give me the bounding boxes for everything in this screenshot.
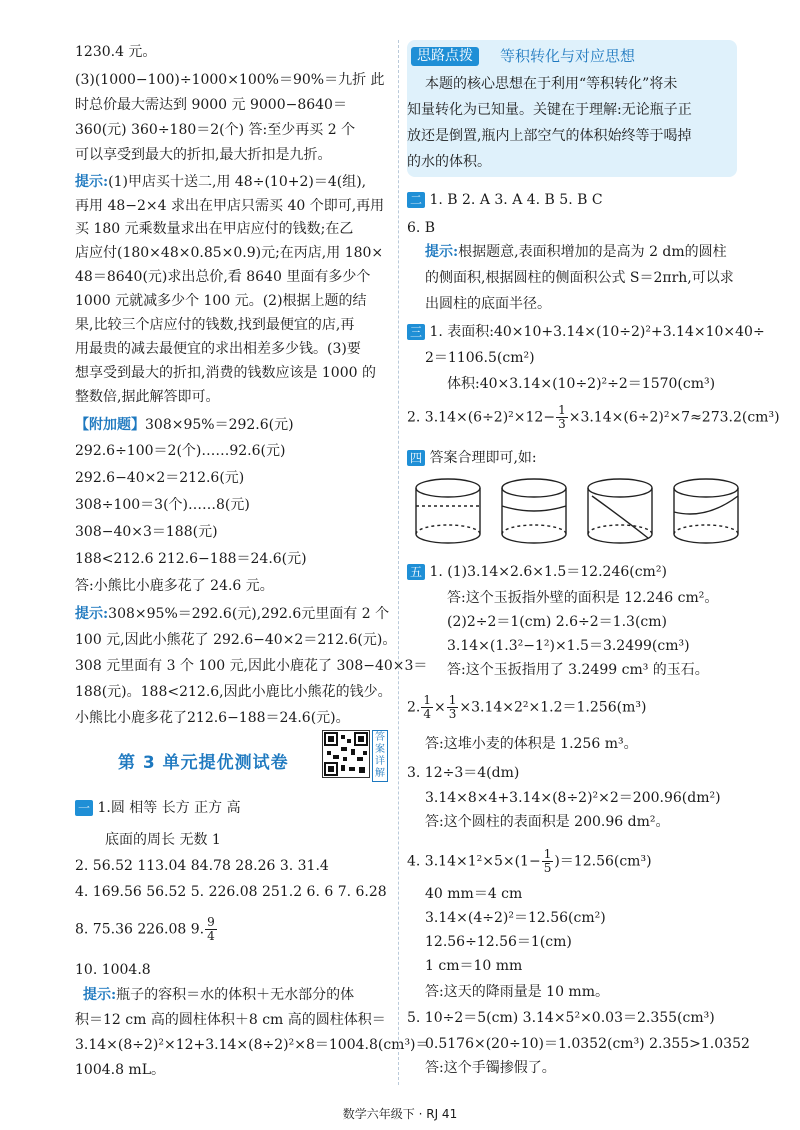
text-line: 可以享受到最大的折扣,最大折扣是九折。	[75, 147, 332, 163]
bonus-line: 【附加题】308×95%＝292.6(元)	[75, 417, 294, 433]
cylinder-2	[502, 479, 566, 543]
tip-subtitle: 等积转化与对应思想	[500, 47, 636, 65]
text-line: 2. 3.14×(6÷2)²×12− $\frac{1}{3}$ ×3.14×(6÷2)²×7≈273.2(cm³)	[407, 403, 780, 431]
fraction: $\frac{1}{3}$	[558, 403, 566, 431]
bonus-line: 答:小熊比小鹿多花了 24.6 元。	[75, 578, 274, 594]
text-line: 3.14×(1.3²−1²)×1.5＝3.2499(cm³)	[447, 638, 690, 654]
hint-label: 提示:	[75, 606, 109, 622]
column-divider	[398, 40, 399, 1085]
qr-code-icon[interactable]	[322, 730, 370, 778]
text-line: 5. 10÷2＝5(cm) 3.14×5²×0.03＝2.355(cm³)	[407, 1010, 715, 1026]
fraction: $\frac{9}{4}$	[207, 915, 215, 943]
text-line: 二 1. B 2. A 3. A 4. B 5. B C	[407, 190, 603, 210]
text-line: 2. 56.52 113.04 84.78 28.26 3. 31.4	[75, 858, 329, 874]
text-line: 体积:40×3.14×(10÷2)²÷2＝1570(cm³)	[447, 376, 716, 392]
hint-line: 提示:(1)甲店买十送二,用 48÷(10+2)＝4(组),	[75, 174, 367, 190]
hint-label: 提示:	[83, 987, 117, 1003]
text-line: 答:这个玉扳指用了 3.2499 cm³ 的玉石。	[447, 662, 709, 678]
text-line: 3.14×(4÷2)²＝12.56(cm²)	[425, 910, 606, 926]
hint-label: 提示:	[75, 174, 109, 190]
hint-line: 积＝12 cm 高的圆柱体积＋8 cm 高的圆柱体积＝	[75, 1012, 386, 1028]
text-line: 10. 1004.8	[75, 962, 151, 978]
text-line: 6. B	[407, 220, 436, 236]
text-line: 答:这个圆柱的表面积是 200.96 dm²。	[425, 814, 670, 830]
text-line: 3. 12÷3＝4(dm)	[407, 765, 520, 781]
text-line: 答:这个手镯掺假了。	[425, 1060, 556, 1076]
text-line: 五 1. (1)3.14×2.6×1.5＝12.246(cm²)	[407, 562, 667, 582]
tip-title: 思路点拨	[411, 47, 479, 66]
section-badge: 二	[407, 192, 425, 208]
hint-line: 果,比较三个店应付的钱数,找到最便宜的店,再	[75, 317, 355, 333]
section-badge: 四	[407, 450, 425, 466]
tip-line: 放还是倒置,瓶内上部空气的体积始终等于喝掉	[407, 128, 692, 144]
bonus-line: 308÷100＝3(个)……8(元)	[75, 497, 250, 513]
text-line: 12.56÷12.56＝1(cm)	[425, 934, 572, 950]
section-badge: 一	[75, 800, 93, 816]
hint-line: 再用 48−2×4 求出在甲店只需买 40 个即可,再用	[75, 198, 385, 214]
text-line: 三 1. 表面积:40×10+3.14×(10÷2)²+3.14×10×40÷	[407, 322, 765, 342]
cylinder-figures	[408, 476, 748, 550]
hint-line: 用最贵的减去最便宜的求出相差多少钱。(3)要	[75, 341, 361, 357]
hint-line: 188(元)。188<212.6,因此小鹿比小熊花的钱少。	[75, 684, 392, 700]
section-badge: 五	[407, 564, 425, 580]
text-line: 3.14×8×4+3.14×(8÷2)²×2＝200.96(dm²)	[425, 790, 721, 806]
cylinder-1	[416, 479, 480, 543]
text-line: (2)2÷2＝1(cm) 2.6÷2＝1.3(cm)	[447, 614, 667, 630]
hint-line: 1004.8 mL。	[75, 1062, 166, 1078]
text-line: 答:这个玉扳指外壁的面积是 12.246 cm²。	[447, 590, 719, 606]
text-line: 40 mm＝4 cm	[425, 886, 523, 902]
hint-line: 的侧面积,根据圆柱的侧面积公式 S＝2πrh,可以求	[425, 270, 734, 286]
bonus-line: 292.6−40×2＝212.6(元)	[75, 470, 245, 486]
hint-line: 整数倍,据此解答即可。	[75, 389, 220, 405]
text-line: 四 答案合理即可,如:	[407, 448, 537, 468]
hint-line: 100 元,因此小熊花了 292.6−40×2＝212.6(元)。	[75, 632, 397, 648]
bonus-line: 308−40×3＝188(元)	[75, 524, 218, 540]
text-line: 360(元) 360÷180＝2(个) 答:至少再买 2 个	[75, 122, 356, 138]
hint-line: 买 180 元乘数量求出在甲店应付的钱数;在乙	[75, 221, 354, 237]
text-line: 8. 75.36 226.08 9. $\frac{9}{4}$	[75, 915, 215, 943]
hint-line: 提示:瓶子的容积＝水的体积＋无水部分的体	[83, 987, 355, 1003]
hint-line: 48＝8640(元)求出总价,看 8640 里面有多少个	[75, 269, 371, 285]
text-line: 答:这天的降雨量是 10 mm。	[425, 984, 609, 1000]
hint-line: 想享受到最大的折扣,消费的钱数应该是 1000 的	[75, 365, 376, 381]
page-footer: 数学六年级下 · RJ 41	[342, 1107, 458, 1121]
cylinder-4	[674, 479, 738, 543]
text-line: (3)(1000−100)÷1000×100%＝90%＝九折 此	[75, 72, 385, 88]
text-line: 底面的周长 无数 1	[105, 832, 221, 848]
text-line: 一 1.圆 相等 长方 正方 高	[75, 798, 241, 818]
hint-line: 1000 元就减多少个 100 元。(2)根据上题的结	[75, 293, 367, 309]
hint-line: 店应付(180×48×0.85×0.9)元;在丙店,用 180×	[75, 245, 384, 261]
text-line: 1 cm＝10 mm	[425, 958, 523, 974]
cylinder-3	[588, 479, 652, 543]
text-line: 2＝1106.5(cm²)	[425, 350, 535, 366]
fraction: $\frac{1}{3}$	[448, 693, 457, 721]
text-line: 4. 3.14×1²×5×(1− $\frac{1}{5}$ )＝12.56(cm³)	[407, 847, 652, 875]
fraction: $\frac{1}{5}$	[543, 847, 552, 875]
tip-line: 的水的体积。	[407, 154, 491, 170]
hint-line: 308 元里面有 3 个 100 元,因此小鹿花了 308−40×3＝	[75, 658, 428, 674]
hint-line: 3.14×(8÷2)²×12+3.14×(8÷2)²×8＝1004.8(cm³)＝	[75, 1037, 430, 1053]
fraction: $\frac{1}{4}$	[423, 693, 431, 721]
qr-label: 答案详解	[372, 730, 388, 782]
hint-line: 出圆柱的底面半径。	[425, 296, 551, 312]
hint-line: 小熊比小鹿多花了212.6−188＝24.6(元)。	[75, 710, 350, 726]
hint-line: 提示:308×95%＝292.6(元),292.6元里面有 2 个	[75, 606, 390, 622]
text-line: 2. $\frac{1}{4}$ × $\frac{1}{3}$ ×3.14×2²×1.2＝1.256(m³)	[407, 693, 647, 721]
hint-label: 提示:	[425, 244, 459, 260]
tip-line: 本题的核心思想在于利用“等积转化”将未	[425, 76, 678, 92]
text-line: 0.5176×(20÷10)＝1.0352(cm³) 2.355>1.0352	[425, 1036, 750, 1052]
hint-line: 提示:根据题意,表面积增加的是高为 2 dm的圆柱	[425, 244, 727, 260]
text-line: 4. 169.56 56.52 5. 226.08 251.2 6. 6 7. 6.28	[75, 884, 387, 900]
text-line: 答:这堆小麦的体积是 1.256 m³。	[425, 736, 638, 752]
tip-line: 知量转化为已知量。关键在于理解:无论瓶子正	[407, 102, 692, 118]
text-line: 1230.4 元。	[75, 44, 157, 60]
bonus-label: 【附加题】	[75, 417, 145, 433]
section-badge: 三	[407, 324, 425, 340]
text-line: 时总价最大需达到 9000 元 9000−8640＝	[75, 97, 347, 113]
unit-title: 第 3 单元提优测试卷	[118, 753, 289, 773]
bonus-line: 292.6÷100＝2(个)……92.6(元)	[75, 443, 286, 459]
bonus-line: 188<212.6 212.6−188＝24.6(元)	[75, 551, 307, 567]
